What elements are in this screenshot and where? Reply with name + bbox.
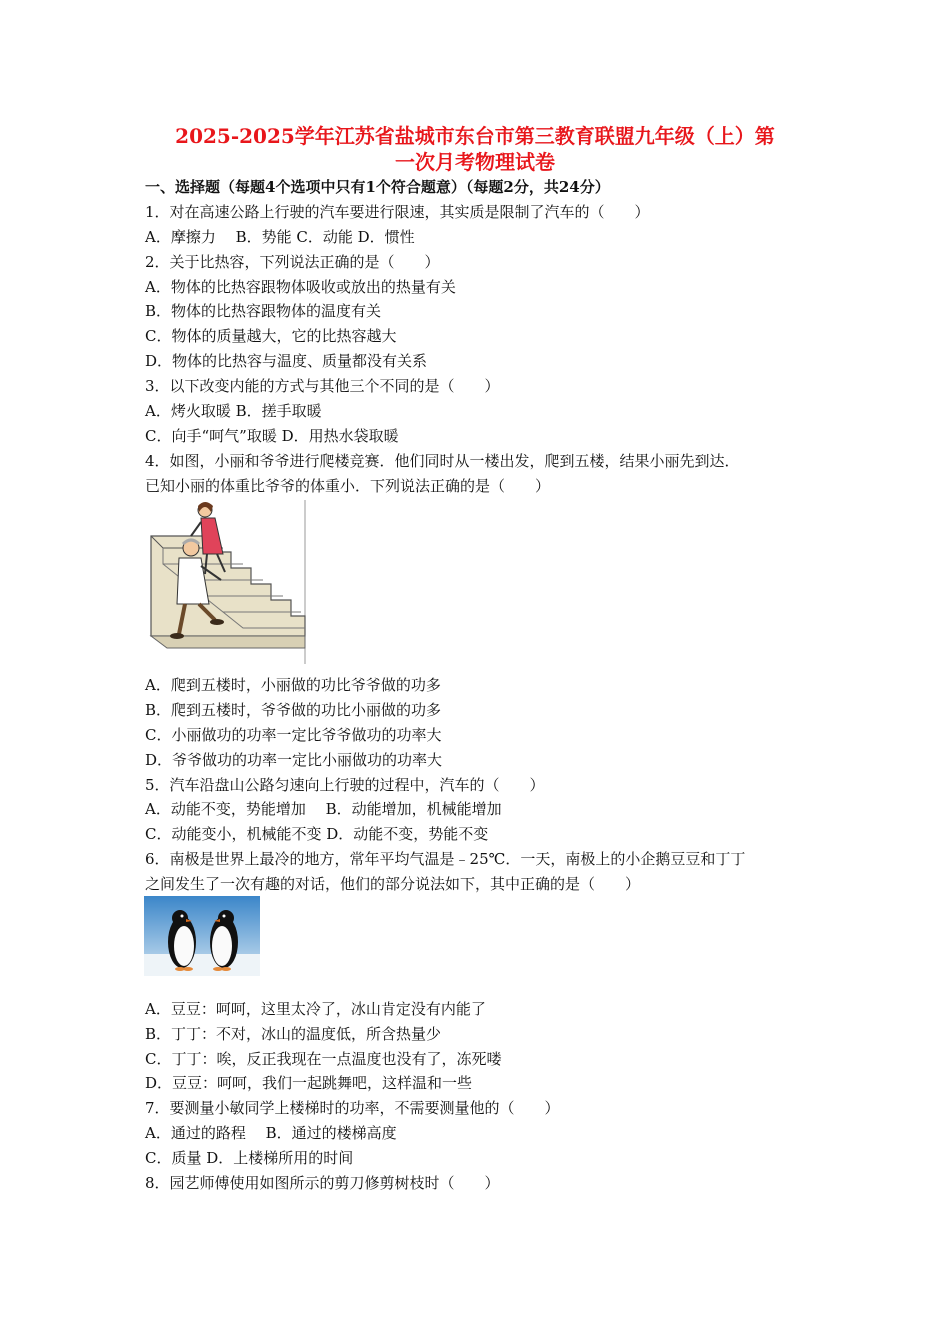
question-7: 7．要测量小敏同学上楼梯时的功率，不需要测量他的（ ） (145, 1099, 560, 1117)
question-5-options-cd: C．动能变小，机械能不变 D．动能不变，势能不变 (145, 825, 489, 843)
question-4-option-c: C．小丽做功的功率一定比爷爷做功的功率大 (145, 726, 442, 744)
question-3-options-cd: C．向手“呵气”取暖 D．用热水袋取暖 (145, 427, 399, 445)
exam-title-line-2: 一次月考物理试卷 (395, 150, 555, 174)
question-3-options-ab: A．烤火取暖 B．搓手取暖 (145, 402, 322, 420)
question-4-line-2: 已知小丽的体重比爷爷的体重小．下列说法正确的是（ ） (145, 477, 551, 495)
question-7-options-cd: C．质量 D．上楼梯所用的时间 (145, 1149, 354, 1167)
question-5: 5．汽车沿盘山公路匀速向上行驶的过程中，汽车的（ ） (145, 776, 545, 794)
question-2: 2．关于比热容，下列说法正确的是（ ） (145, 253, 440, 271)
question-8: 8．园艺师傅使用如图所示的剪刀修剪树枝时（ ） (145, 1174, 500, 1192)
question-5-options-ab: A．动能不变，势能增加 B．动能增加，机械能增加 (145, 800, 502, 818)
question-4-option-d: D．爷爷做功的功率一定比小丽做功的功率大 (145, 751, 443, 769)
question-2-option-c: C．物体的质量越大，它的比热容越大 (145, 327, 397, 345)
question-6-option-d: D．豆豆：呵呵，我们一起跳舞吧，这样温和一些 (145, 1074, 473, 1092)
question-6-line-1: 6．南极是世界上最冷的地方，常年平均气温是﹣25℃．一天，南极上的小企鹅豆豆和丁丁 (145, 850, 746, 868)
question-4-option-a: A．爬到五楼时，小丽做的功比爷爷做的功多 (145, 676, 441, 694)
question-1: 1．对在高速公路上行驶的汽车要进行限速，其实质是限制了汽车的（ ） (145, 203, 650, 221)
penguins-figure (144, 896, 260, 976)
question-2-option-b: B．物体的比热容跟物体的温度有关 (145, 302, 382, 320)
question-2-option-d: D．物体的比热容与温度、质量都没有关系 (145, 352, 428, 370)
question-6-option-a: A．豆豆：呵呵，这里太冷了，冰山肯定没有内能了 (145, 1000, 486, 1018)
stair-climbing-figure (143, 496, 309, 666)
exam-title-line-1: 2025-2025学年江苏省盐城市东台市第三教育联盟九年级（上）第 (175, 124, 775, 148)
question-6-option-c: C．丁丁：唉，反正我现在一点温度也没有了，冻死喽 (145, 1050, 502, 1068)
question-2-option-a: A．物体的比热容跟物体吸收或放出的热量有关 (145, 278, 456, 296)
question-6-line-2: 之间发生了一次有趣的对话，他们的部分说法如下，其中正确的是（ ） (145, 875, 641, 893)
question-1-options: A．摩擦力 B．势能 C．动能 D．惯性 (145, 228, 415, 246)
question-6-option-b: B．丁丁：不对，冰山的温度低，所含热量少 (145, 1025, 442, 1043)
question-7-options-ab: A．通过的路程 B．通过的楼梯高度 (145, 1124, 397, 1142)
question-3: 3．以下改变内能的方式与其他三个不同的是（ ） (145, 377, 500, 395)
section-heading: 一、选择题（每题4个选项中只有1个符合题意）（每题2分，共24分） (145, 178, 610, 196)
question-4-option-b: B．爬到五楼时，爷爷做的功比小丽做的功多 (145, 701, 442, 719)
question-4-line-1: 4．如图，小丽和爷爷进行爬楼竞赛．他们同时从一楼出发，爬到五楼，结果小丽先到达． (145, 452, 740, 470)
